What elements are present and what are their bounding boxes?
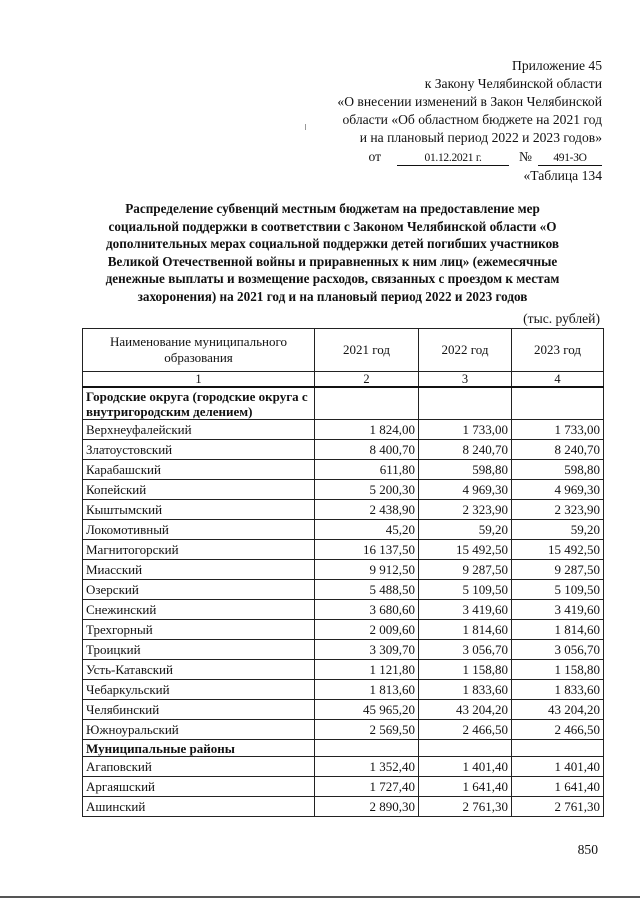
municipality-name: Магнитогорский — [83, 540, 315, 560]
municipality-name: Верхнеуфалейский — [83, 420, 315, 440]
value-2022: 1 733,00 — [419, 420, 512, 440]
header-line: области «Об областном бюджете на 2021 год — [342, 112, 602, 127]
value-2022: 15 492,50 — [419, 540, 512, 560]
empty-cell — [512, 387, 604, 420]
law-number: 491-ЗО — [538, 151, 602, 166]
value-2023: 1 641,40 — [512, 777, 604, 797]
law-date-number — [272, 148, 602, 166]
column-header-municipality: Наименование муниципального образования — [83, 329, 315, 372]
value-2023: 15 492,50 — [512, 540, 604, 560]
group-header-row — [83, 387, 604, 420]
group-header-row — [83, 740, 604, 757]
table-row — [83, 420, 604, 440]
table-row — [83, 777, 604, 797]
empty-cell — [315, 740, 419, 757]
column-number: 3 — [419, 372, 512, 388]
table-row — [83, 797, 604, 817]
value-2023: 1 733,00 — [512, 420, 604, 440]
value-2022: 59,20 — [419, 520, 512, 540]
municipality-name: Златоустовский — [83, 440, 315, 460]
value-2022: 8 240,70 — [419, 440, 512, 460]
municipality-name: Усть-Катавский — [83, 660, 315, 680]
value-2021: 8 400,70 — [315, 440, 419, 460]
value-2023: 2 761,30 — [512, 797, 604, 817]
value-2021: 3 309,70 — [315, 640, 419, 660]
value-2022: 3 419,60 — [419, 600, 512, 620]
municipality-name: Трехгорный — [83, 620, 315, 640]
table-row — [83, 620, 604, 640]
table-header-row — [83, 329, 604, 372]
value-2021: 45 965,20 — [315, 700, 419, 720]
table-row — [83, 660, 604, 680]
municipality-name: Аргаяшский — [83, 777, 315, 797]
municipality-name: Южноуральский — [83, 720, 315, 740]
table-row — [83, 440, 604, 460]
value-2022: 1 814,60 — [419, 620, 512, 640]
value-2022: 2 466,50 — [419, 720, 512, 740]
column-header-2022: 2022 год — [419, 329, 512, 372]
law-date: 01.12.2021 г. — [397, 151, 509, 166]
column-number: 2 — [315, 372, 419, 388]
header-line: «О внесении изменений в Закон Челябинской — [337, 94, 602, 109]
number-sign: № — [519, 149, 532, 164]
value-2022: 2 323,90 — [419, 500, 512, 520]
value-2023: 59,20 — [512, 520, 604, 540]
empty-cell — [419, 740, 512, 757]
page-number: 850 — [577, 842, 598, 857]
value-2021: 45,20 — [315, 520, 419, 540]
from-label: от — [368, 149, 382, 164]
value-2021: 1 727,40 — [315, 777, 419, 797]
value-2023: 598,80 — [512, 460, 604, 480]
table-row — [83, 600, 604, 620]
value-2021: 1 813,60 — [315, 680, 419, 700]
header-line: Приложение 45 — [512, 58, 602, 73]
value-2023: 3 056,70 — [512, 640, 604, 660]
column-number-row — [83, 372, 604, 388]
value-2023: 9 287,50 — [512, 560, 604, 580]
column-number: 1 — [83, 372, 315, 388]
value-2021: 2 569,50 — [315, 720, 419, 740]
value-2022: 9 287,50 — [419, 560, 512, 580]
table-row — [83, 520, 604, 540]
table-row — [83, 500, 604, 520]
column-header-2023: 2023 год — [512, 329, 604, 372]
value-2021: 2 890,30 — [315, 797, 419, 817]
value-2022: 43 204,20 — [419, 700, 512, 720]
units-label: (тыс. рублей) — [523, 311, 600, 326]
value-2022: 2 761,30 — [419, 797, 512, 817]
value-2022: 1 833,60 — [419, 680, 512, 700]
table-row — [83, 757, 604, 777]
scan-mark — [305, 124, 306, 130]
value-2021: 5 488,50 — [315, 580, 419, 600]
value-2023: 8 240,70 — [512, 440, 604, 460]
value-2023: 2 466,50 — [512, 720, 604, 740]
value-2021: 2 009,60 — [315, 620, 419, 640]
table-row — [83, 640, 604, 660]
empty-cell — [512, 740, 604, 757]
value-2021: 2 438,90 — [315, 500, 419, 520]
empty-cell — [315, 387, 419, 420]
subvention-table — [82, 328, 604, 817]
municipality-name: Челябинский — [83, 700, 315, 720]
header-line: и на плановый период 2022 и 2023 годов» — [359, 130, 602, 145]
value-2022: 1 641,40 — [419, 777, 512, 797]
table-row — [83, 560, 604, 580]
municipality-name: Кыштымский — [83, 500, 315, 520]
header-line: к Закону Челябинской области — [424, 76, 602, 91]
value-2022: 1 401,40 — [419, 757, 512, 777]
value-2021: 3 680,60 — [315, 600, 419, 620]
column-header-2021: 2021 год — [315, 329, 419, 372]
value-2023: 4 969,30 — [512, 480, 604, 500]
value-2022: 4 969,30 — [419, 480, 512, 500]
municipality-name: Локомотивный — [83, 520, 315, 540]
value-2021: 1 824,00 — [315, 420, 419, 440]
column-number: 4 — [512, 372, 604, 388]
table-body — [83, 387, 604, 817]
value-2023: 1 401,40 — [512, 757, 604, 777]
value-2022: 5 109,50 — [419, 580, 512, 600]
table-reference: «Таблица 134 — [523, 168, 602, 183]
value-2023: 1 814,60 — [512, 620, 604, 640]
table-row — [83, 700, 604, 720]
table-row — [83, 480, 604, 500]
municipality-name: Агаповский — [83, 757, 315, 777]
appendix-header — [272, 57, 602, 166]
municipality-name: Ашинский — [83, 797, 315, 817]
value-2021: 5 200,30 — [315, 480, 419, 500]
table-row — [83, 460, 604, 480]
empty-cell — [419, 387, 512, 420]
value-2022: 3 056,70 — [419, 640, 512, 660]
value-2022: 1 158,80 — [419, 660, 512, 680]
value-2021: 1 121,80 — [315, 660, 419, 680]
table-row — [83, 580, 604, 600]
municipality-name: Миасский — [83, 560, 315, 580]
group-name: Муниципальные районы — [83, 740, 315, 757]
municipality-name: Карабашский — [83, 460, 315, 480]
value-2021: 1 352,40 — [315, 757, 419, 777]
municipality-name: Озерский — [83, 580, 315, 600]
value-2023: 1 833,60 — [512, 680, 604, 700]
bottom-scan-edge — [0, 896, 640, 898]
table-row — [83, 720, 604, 740]
municipality-name: Снежинский — [83, 600, 315, 620]
group-name: Городские округа (городские округа с внутригородским делением) — [83, 387, 315, 420]
value-2023: 1 158,80 — [512, 660, 604, 680]
municipality-name: Троицкий — [83, 640, 315, 660]
value-2023: 43 204,20 — [512, 700, 604, 720]
document-title: Распределение субвенций местным бюджетам на предоставление мер социальной поддержки в соответствии с Законом Челябинской области «О дополнительных мерах социальной поддержки детей погибших участников Великой Отечественной войны и приравненных к ним лиц» (ежемесячные денежные выплаты и возмещение расходов, связанных с проездом к местам захоронения) на 2021 год и на плановый период 2022 и 2023 годов — [105, 201, 560, 304]
municipality-name: Копейский — [83, 480, 315, 500]
value-2022: 598,80 — [419, 460, 512, 480]
value-2023: 5 109,50 — [512, 580, 604, 600]
value-2023: 3 419,60 — [512, 600, 604, 620]
value-2021: 9 912,50 — [315, 560, 419, 580]
value-2023: 2 323,90 — [512, 500, 604, 520]
table-row — [83, 540, 604, 560]
municipality-name: Чебаркульский — [83, 680, 315, 700]
table-row — [83, 680, 604, 700]
value-2021: 611,80 — [315, 460, 419, 480]
value-2021: 16 137,50 — [315, 540, 419, 560]
